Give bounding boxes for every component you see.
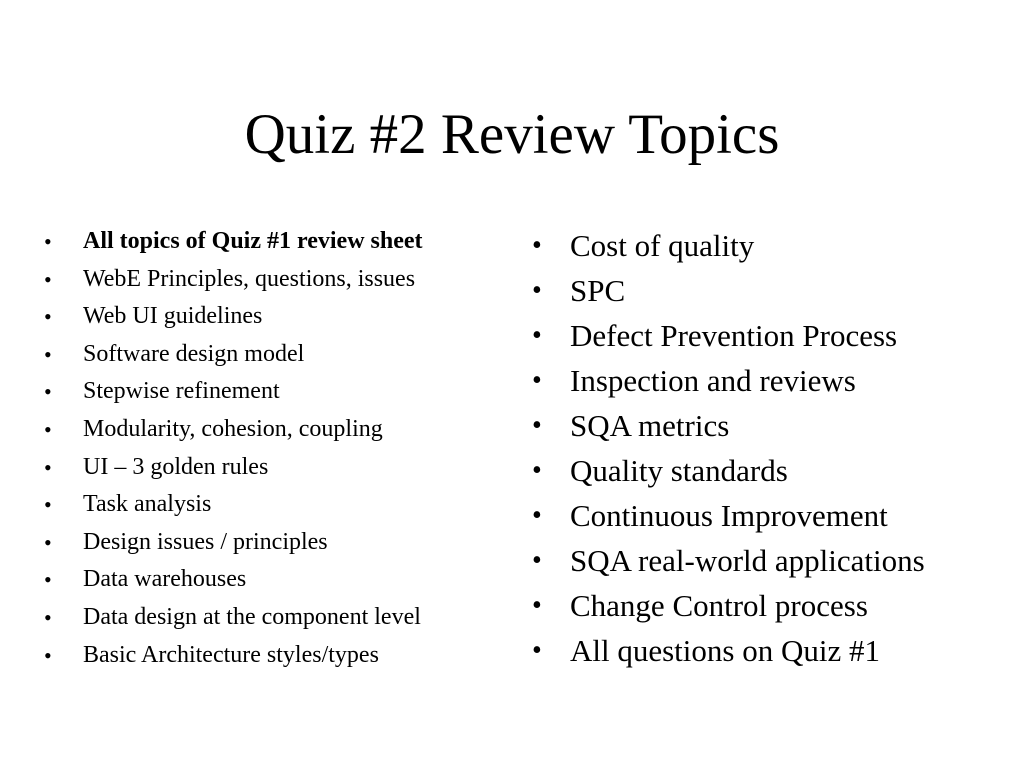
list-item <box>44 637 504 675</box>
bullet-icon: • <box>532 365 542 396</box>
list-item <box>44 599 504 637</box>
bullet-icon: • <box>532 275 542 306</box>
list-item-text: SQA metrics <box>570 408 730 443</box>
list-item-text: Defect Prevention Process <box>570 318 898 353</box>
bullet-icon: • <box>532 410 542 441</box>
bullet-icon: • <box>532 545 542 576</box>
bullet-icon: • <box>44 304 52 330</box>
list-item <box>532 448 1002 493</box>
list-item <box>44 561 504 599</box>
list-item-text: Basic Architecture styles/types <box>83 641 379 668</box>
list-item-text: WebE Principles, questions, issues <box>83 265 416 292</box>
list-item-text: UI – 3 golden rules <box>83 453 269 480</box>
list-item <box>532 268 1002 313</box>
list-item <box>44 336 504 374</box>
list-item-text: Web UI guidelines <box>83 303 263 330</box>
list-item-text: All topics of Quiz #1 review sheet <box>83 228 423 254</box>
list-item-text: Change Control process <box>570 588 868 623</box>
list-item <box>532 223 1002 268</box>
list-item <box>44 373 504 411</box>
list-item <box>532 583 1002 628</box>
bullet-icon: • <box>532 500 542 531</box>
bullet-icon: • <box>532 635 542 666</box>
list-item-text: Continuous Improvement <box>570 498 888 533</box>
list-item <box>44 411 504 449</box>
bullet-icon: • <box>44 416 52 442</box>
bullet-icon: • <box>44 341 52 367</box>
list-item <box>44 524 504 562</box>
bullet-icon: • <box>44 266 52 292</box>
bullet-icon: • <box>532 230 542 261</box>
bullet-icon: • <box>532 320 542 351</box>
list-item <box>532 628 1002 673</box>
bullet-icon: • <box>44 379 52 405</box>
bullet-icon: • <box>44 454 52 480</box>
left-topic-list <box>44 223 504 674</box>
list-item-text: Data design at the component level <box>83 603 421 630</box>
list-item <box>532 403 1002 448</box>
bullet-icon: • <box>44 229 52 254</box>
list-item-text: Inspection and reviews <box>570 363 856 398</box>
list-item <box>532 313 1002 358</box>
list-item <box>44 223 504 261</box>
bullet-icon: • <box>44 567 52 593</box>
list-item-text: Modularity, cohesion, coupling <box>83 415 383 442</box>
list-item-text: SPC <box>570 273 626 308</box>
list-item-text: SQA real-world applications <box>570 543 925 578</box>
list-item <box>44 449 504 487</box>
bullet-icon: • <box>44 642 52 668</box>
list-item-text: Data warehouses <box>83 566 247 593</box>
list-item-text: Quality standards <box>570 453 788 488</box>
bullet-icon: • <box>532 455 542 486</box>
list-item <box>532 493 1002 538</box>
list-item-text: Design issues / principles <box>83 528 328 555</box>
bullet-icon: • <box>532 590 542 621</box>
list-item <box>532 538 1002 583</box>
bullet-icon: • <box>44 604 52 630</box>
list-item-text: Cost of quality <box>570 228 755 263</box>
bullet-icon: • <box>44 492 52 518</box>
slide-title: Quiz #2 Review Topics <box>244 103 780 166</box>
list-item-text: All questions on Quiz #1 <box>570 633 880 668</box>
list-item <box>532 358 1002 403</box>
list-item <box>44 298 504 336</box>
list-item <box>44 486 504 524</box>
list-item-text: Task analysis <box>83 491 212 518</box>
right-topic-list <box>532 223 1002 673</box>
list-item-text: Stepwise refinement <box>83 378 280 405</box>
list-item-text: Software design model <box>83 340 305 367</box>
list-item <box>44 261 504 299</box>
bullet-icon: • <box>44 529 52 555</box>
